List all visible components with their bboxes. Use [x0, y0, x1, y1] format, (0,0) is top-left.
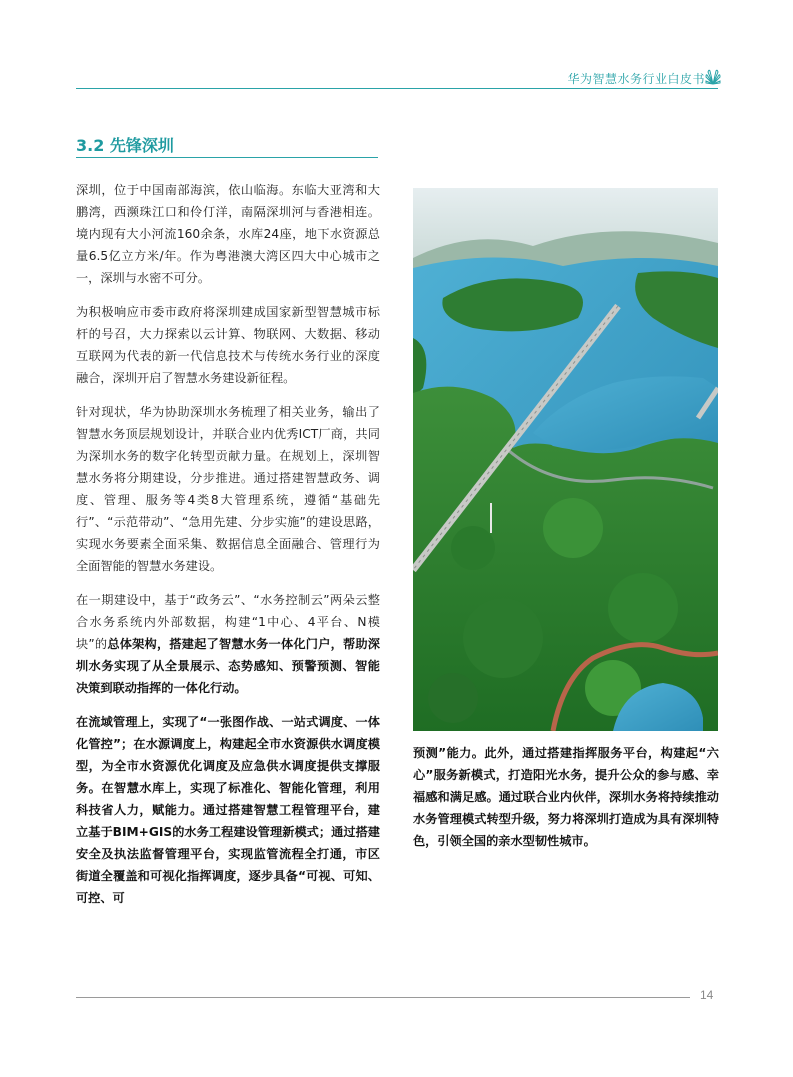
aerial-reservoir-photo	[413, 188, 718, 731]
paragraph-1: 深圳，位于中国南部海滨，依山临海。东临大亚湾和大鹏湾，西濒珠江口和伶仃洋，南隔深圳河与香港相连。境内现有大小河流160余条，水库24座，地下水资源总量6.5亿立方米/年。作为粤港澳大湾区四大中心城市之一，深圳与水密不可分。	[76, 183, 380, 285]
paragraph-2: 为积极响应市委市政府将深圳建成国家新型智慧城市标杆的号召，大力探索以云计算、物联网、大数据、移动互联网为代表的新一代信息技术与传统水务行业的深度融合，深圳开启了智慧水务建设新征程。	[76, 305, 380, 385]
paragraph-4-normal: 在一期建设中，基于“政务云”、“水务控制云”两朵云整合水务系统内外部数据，构建“1中心、4平台、N模块”的	[76, 593, 380, 651]
page-number: 14	[700, 988, 714, 1002]
paragraph-4-bold: 总体架构，搭建起了智慧水务一体化门户，帮助深圳水务实现了从全景展示、态势感知、预警预测、智能决策到联动指挥的一体化行动。	[76, 637, 380, 695]
paragraph-3: 针对现状，华为协助深圳水务梳理了相关业务，输出了智慧水务顶层规划设计，并联合业内优秀ICT厂商，共同为深圳水务的数字化转型贡献力量。在规划上，深圳智慧水务将分期建设，分步推进。通过搭建智慧政务、调度、管理、服务等4类8大管理系统，遵循“基础先行”、“示范带动”、“急用先建、分步实施”的建设思路，实现水务要素全面采集、数据信息全面融合、管理行为全面智能的智慧水务建设。	[76, 405, 380, 573]
section-heading: 3.2 先锋深圳	[76, 136, 174, 155]
aerial-photo-illustration	[413, 188, 718, 731]
paragraph-6: 预测”能力。此外，通过搭建指挥服务平台，构建起“六心”服务新模式，打造阳光水务，提升公众的参与感、幸福感和满足感。通过联合业内伙伴，深圳水务将持续推动水务管理模式转型升级，努力将深圳打造成为具有深圳特色，引领全国的亲水型韧性城市。	[413, 746, 719, 848]
header-title: 华为智慧水务行业白皮书	[567, 72, 705, 86]
header-divider	[76, 88, 718, 89]
left-column-text	[76, 179, 380, 921]
section-divider	[76, 157, 378, 158]
right-column-text	[413, 742, 719, 852]
huawei-logo-icon	[705, 68, 721, 86]
paragraph-4	[76, 589, 380, 699]
footer-divider	[76, 997, 690, 998]
paragraph-5: 在流域管理上，实现了“一张图作战、一站式调度、一体化管控”；在水源调度上，构建起全市水资源供水调度模型，为全市水资源优化调度及应急供水调度提供支撑服务。在智慧水库上，实现了标准化、智能化管理，利用科技省人力，赋能力。通过搭建智慧工程管理平台，建立基于BIM+GIS的水务工程建设管理新模式；通过搭建安全及执法监督管理平台，实现监管流程全打通，市区街道全覆盖和可视化指挥调度，逐步具备“可视、可知、可控、可	[76, 715, 380, 905]
